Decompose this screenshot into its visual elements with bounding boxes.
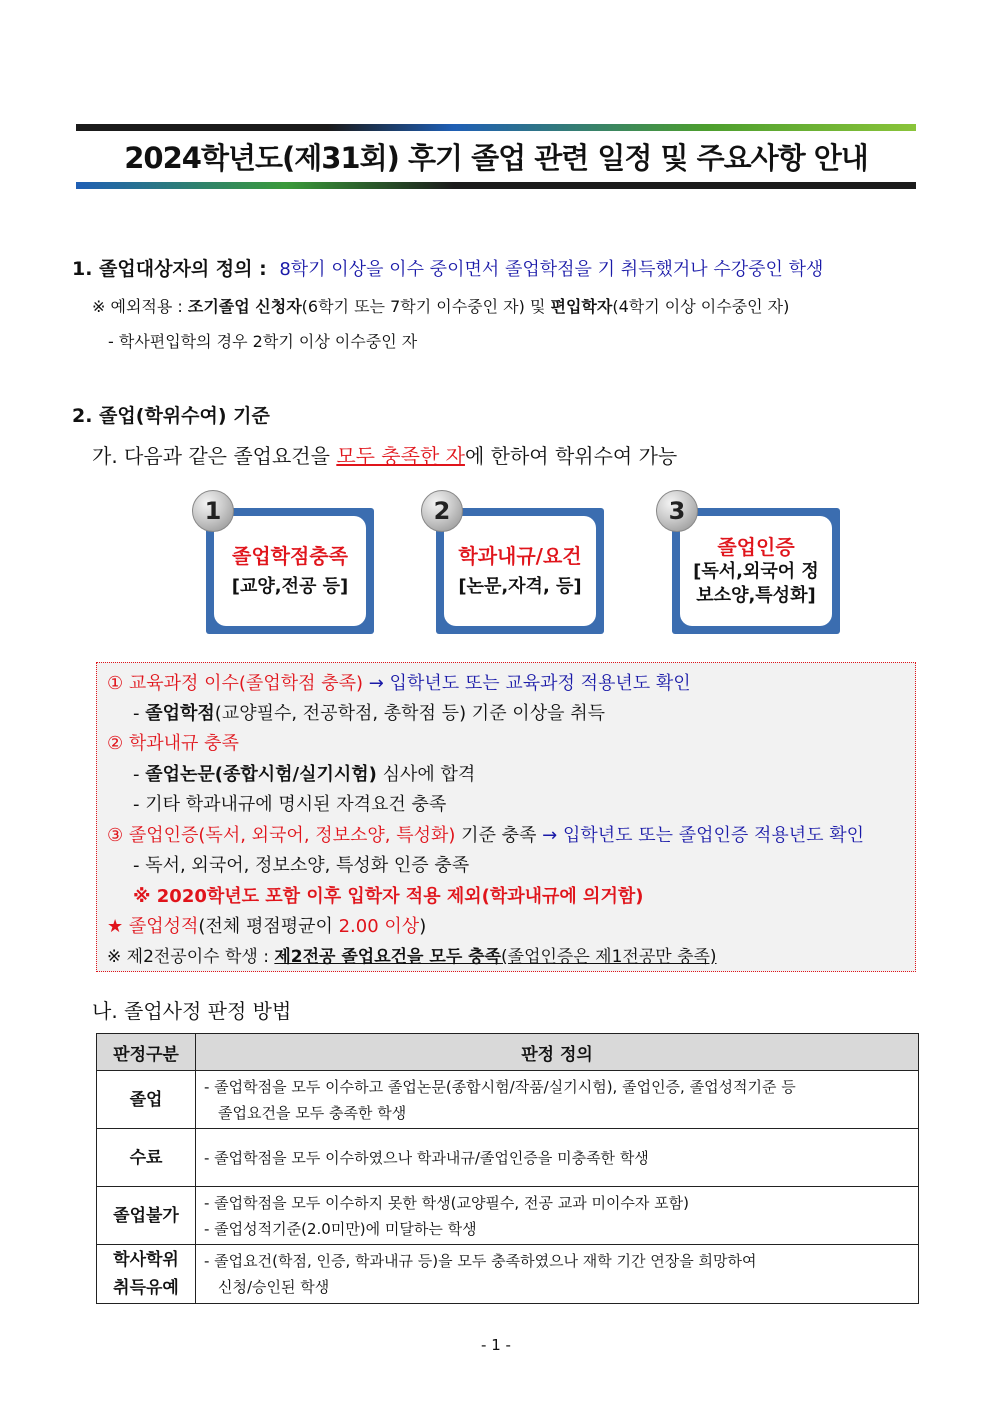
req-line-9 — [107, 912, 426, 938]
page-number: - 1 - — [481, 1336, 511, 1354]
title-top-bar — [76, 124, 916, 131]
req-second-major-rest: (졸업인증은 제1전공만 충족) — [501, 947, 717, 967]
row-fail-value — [196, 1187, 919, 1245]
step-1-badge: 1 — [192, 490, 234, 532]
exception-transfer-detail: (4학기 이상 이수중인 자) — [612, 297, 790, 316]
section2-sub-na: 나. 졸업사정 판정 방법 — [92, 999, 292, 1023]
step-3-badge: 3 — [656, 490, 698, 532]
req-line-7: - 독서, 외국어, 정보소양, 특성화 인증 충족 — [133, 855, 470, 876]
table-row — [97, 1129, 919, 1187]
row-defer-value — [196, 1245, 919, 1304]
requirements-box — [96, 662, 916, 972]
row-defer-line2: 신청/승인된 학생 — [218, 1278, 330, 1296]
sub-ga-pre: 가. 다음과 같은 졸업요건을 — [92, 444, 330, 468]
req-l2-dash: - — [133, 703, 146, 724]
req-l2-rest: (교양필수, 전공학점, 총학점 등) 기준 이상을 취득 — [214, 703, 605, 724]
req-line-10 — [107, 942, 717, 967]
req-curriculum: ① 교육과정 이수(졸업학점 충족) — [107, 673, 364, 694]
req-line-4 — [133, 760, 475, 786]
row-fail-key: 졸업불가 — [97, 1187, 196, 1245]
exception-prefix: ※ 예외적용 : — [92, 297, 183, 316]
section1 — [72, 254, 823, 281]
table-row — [97, 1245, 919, 1304]
exception-early-graduation-detail: (6학기 또는 7학기 이수중인 자) 및 — [301, 297, 546, 316]
req-l4-rest: 심사에 합격 — [376, 764, 476, 785]
row-fail-line1: - 졸업학점을 모두 이수하지 못한 학생(교양필수, 전공 교과 미이수자 포함) — [204, 1193, 690, 1212]
row-completion-value: - 졸업학점을 모두 이수하였으나 학과내규/졸업인증을 미충족한 학생 — [196, 1129, 919, 1187]
section2-heading: 2. 졸업(학위수여) 기준 — [72, 405, 270, 427]
req-gpa-value: 2.00 이상 — [338, 916, 420, 937]
req-line-2 — [133, 699, 605, 725]
req-line-3: ② 학과내규 충족 — [107, 733, 239, 754]
row-fail-line2: - 졸업성적기준(2.0미만)에 미달하는 학생 — [204, 1219, 477, 1238]
table-header-category: 판정구분 — [97, 1034, 196, 1071]
req-line-6 — [107, 821, 864, 847]
step-2-sub: [논문,자격, 등] — [458, 576, 582, 597]
exception-early-graduation: 조기졸업 신청자 — [187, 297, 302, 316]
req-curriculum-check: → 입학년도 또는 교육과정 적용년도 확인 — [368, 673, 691, 694]
row-defer-key — [97, 1245, 196, 1304]
row-graduate-value — [196, 1071, 919, 1129]
step-2-badge: 2 — [421, 490, 463, 532]
step-3-sub: [독서,외국어 정보소양,특성화] — [693, 561, 819, 606]
row-defer-key-line2: 취득유예 — [113, 1278, 179, 1298]
section1-exception — [92, 294, 789, 317]
row-completion-key: 수료 — [97, 1129, 196, 1187]
section1-note: - 학사편입학의 경우 2학기 이상 이수중인 자 — [108, 332, 418, 351]
row-graduate-line1: - 졸업학점을 모두 이수하고 졸업논문(종합시험/작품/실기시험), 졸업인증, 졸업성적기준 등 — [204, 1077, 796, 1096]
step-3-main: 졸업인증 — [717, 535, 795, 559]
row-graduate-line2: 졸업요건을 모두 충족한 학생 — [218, 1103, 407, 1122]
table-header-definition: 판정 정의 — [196, 1034, 919, 1071]
table-row — [97, 1071, 919, 1129]
req-cert: ③ 졸업인증(독서, 외국어, 정보소양, 특성화) — [107, 825, 456, 846]
step-box-3 — [672, 508, 840, 634]
exception-transfer: 편입학자 — [550, 297, 613, 316]
req-gpa-end: ) — [419, 916, 427, 937]
req-l4-bold: 졸업논문(종합시험/실기시험) — [145, 764, 377, 785]
page-title: 2024학년도(제31회) 후기 졸업 관련 일정 및 주요사항 안내 — [124, 141, 868, 175]
step-box-1 — [206, 508, 374, 634]
req-cert-check: → 입학년도 또는 졸업인증 적용년도 확인 — [542, 825, 865, 846]
title-bottom-bar — [76, 182, 916, 189]
step-1-main: 졸업학점충족 — [232, 544, 348, 568]
req-line-5: - 기타 학과내규에 명시된 자격요건 충족 — [133, 794, 447, 815]
table-row — [97, 1187, 919, 1245]
req-gpa-mid: (전체 평점평균이 — [198, 916, 339, 937]
row-defer-key-line1: 학사학위 — [113, 1250, 179, 1270]
judgment-table — [96, 1033, 919, 1304]
req-line-1 — [107, 669, 691, 695]
step-1-sub: [교양,전공 등] — [231, 576, 349, 597]
section2-sub-ga — [92, 440, 677, 469]
table-header-row — [97, 1034, 919, 1071]
row-defer-line1: - 졸업요건(학점, 인증, 학과내규 등)을 모두 충족하였으나 재학 기간 연장을 희망하여 — [204, 1252, 757, 1270]
req-cert-mid: 기준 충족 — [455, 825, 543, 846]
section1-heading: 1. 졸업대상자의 정의 : — [72, 258, 267, 280]
step-box-2 — [436, 508, 604, 634]
req-gpa: ★ 졸업성적 — [107, 916, 199, 937]
req-l2-bold: 졸업학점 — [145, 703, 215, 724]
req-second-major-pre: ※ 제2전공이수 학생 : — [107, 947, 275, 967]
sub-ga-emphasis: 모두 충족한 자 — [336, 444, 465, 468]
step-2-main: 학과내규/요건 — [458, 544, 582, 568]
req-l4-dash: - — [133, 764, 146, 785]
req-second-major-bold: 제2전공 졸업요건을 모두 충족 — [274, 947, 502, 967]
section1-definition: 8학기 이상을 이수 중이면서 졸업학점을 기 취득했거나 수강중인 학생 — [279, 259, 824, 280]
sub-ga-post: 에 한하여 학위수여 가능 — [464, 444, 678, 468]
req-line-8: ※ 2020학년도 포함 이후 입학자 적용 제외(학과내규에 의거함) — [133, 886, 644, 907]
row-graduate-key: 졸업 — [97, 1071, 196, 1129]
